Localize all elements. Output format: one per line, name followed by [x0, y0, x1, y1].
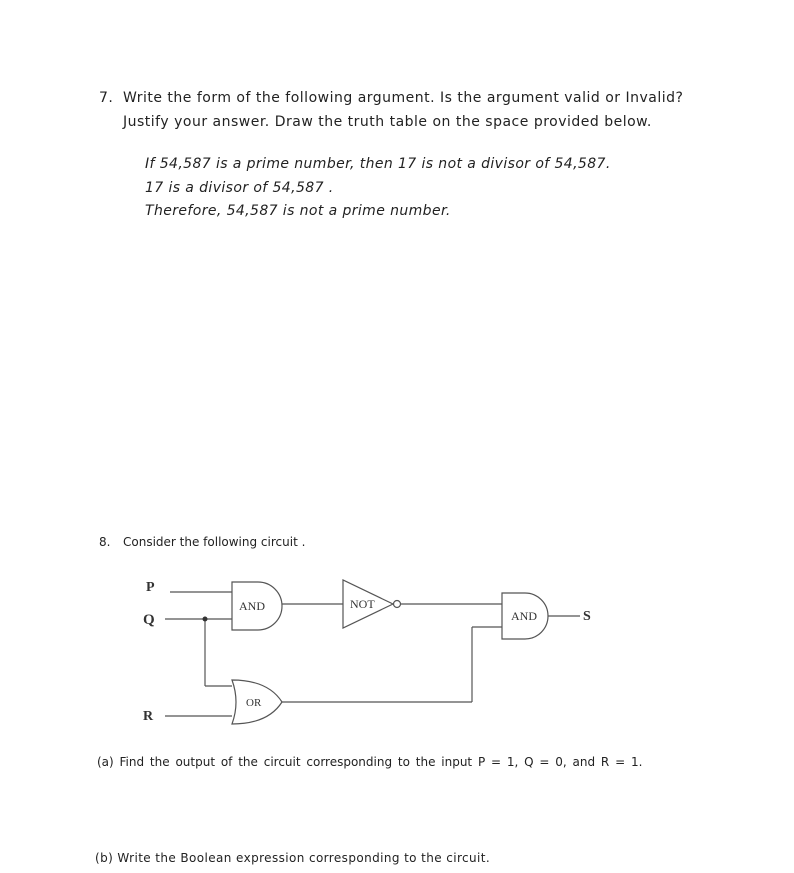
argument-conclusion: Therefore, 54,587 is not a prime number.: [145, 203, 451, 219]
argument-premise-1: If 54,587 is a prime number, then 17 is not a divisor of 54,587.: [145, 156, 611, 172]
question-8-number: 8.: [99, 535, 111, 549]
input-p-label: P: [146, 580, 155, 595]
question-7-number: 7.: [99, 90, 114, 106]
argument-premise-2: 17 is a divisor of 54,587 .: [145, 180, 334, 196]
question-8-part-a: (a) Find the output of the circuit corresponding to the input P = 1, Q = 0, and R = 1.: [97, 755, 643, 769]
and-gate-1-label: AND: [239, 599, 265, 613]
output-s-label: S: [583, 609, 591, 624]
input-q-label: Q: [143, 612, 155, 628]
question-8-intro: Consider the following circuit .: [123, 535, 306, 549]
or-gate-label: OR: [246, 697, 262, 709]
question-7-line1: Write the form of the following argument. Is the argument valid or Invalid?: [123, 90, 684, 106]
not-gate-label: NOT: [350, 597, 375, 611]
and-gate-2-label: AND: [511, 609, 537, 623]
input-r-label: R: [143, 709, 154, 724]
question-7-line2: Justify your answer. Draw the truth table on the space provided below.: [123, 114, 652, 130]
question-8-part-b: (b) Write the Boolean expression corresponding to the circuit.: [95, 851, 491, 865]
junction-dot: [203, 617, 208, 622]
not-bubble: [394, 601, 401, 608]
